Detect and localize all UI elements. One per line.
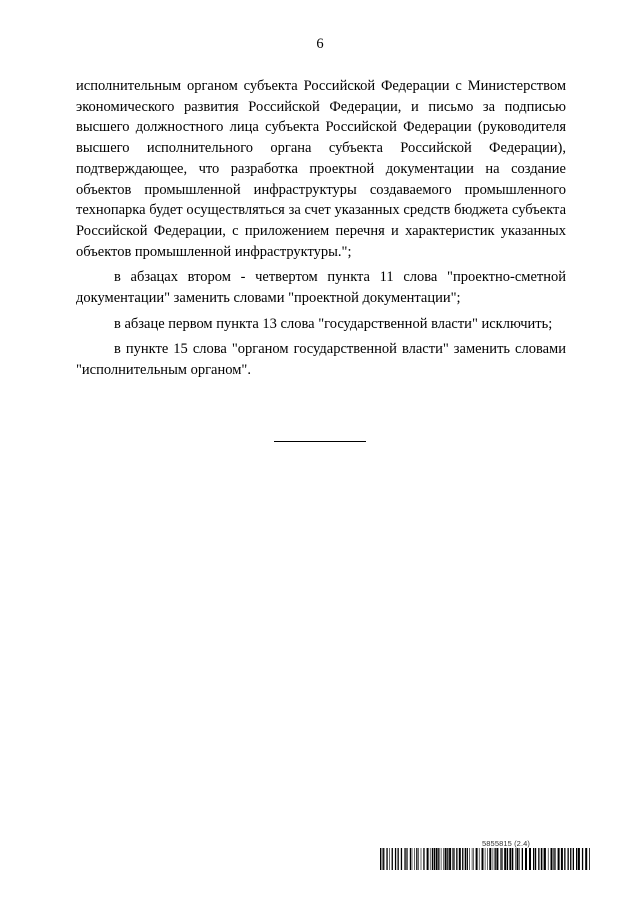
end-separator-line [274,441,366,442]
paragraph-amendment-item-13: в абзаце первом пункта 13 слова "государственной власти" исключить; [114,315,553,332]
paragraph-continuation: исполнительным органом субъекта Российской Федерации с Министерством экономического развития Российской Федерации, и письмо за подписью высшего должностного лица субъекта Российской Федерации (руководителя высшего исполнительного органа субъекта Российской Федерации), подтверждающее, что разработка проектной документации на создание объектов промышленной инфраструктуры создаваемого промышленного технопарка будет осуществляться за счет указанных средств бюджета субъекта Российской Федерации, с приложением перечня и характеристик указанных объектов промышленной инфраструктуры."; [76,78,566,260]
paragraph-amendment-item-11: в абзацах втором - четвертом пункта 11 слова "проектно-сметной документации" заменить словами "проектной документации"; [76,269,566,307]
document-body [76,76,566,381]
barcode-icon [380,848,590,870]
page-number: 6 [316,36,324,52]
document-code: 5855815 (2.4) [482,839,531,848]
paragraph-amendment-item-15: в пункте 15 слова "органом государственной власти" заменить словами "исполнительным органом". [76,341,566,379]
